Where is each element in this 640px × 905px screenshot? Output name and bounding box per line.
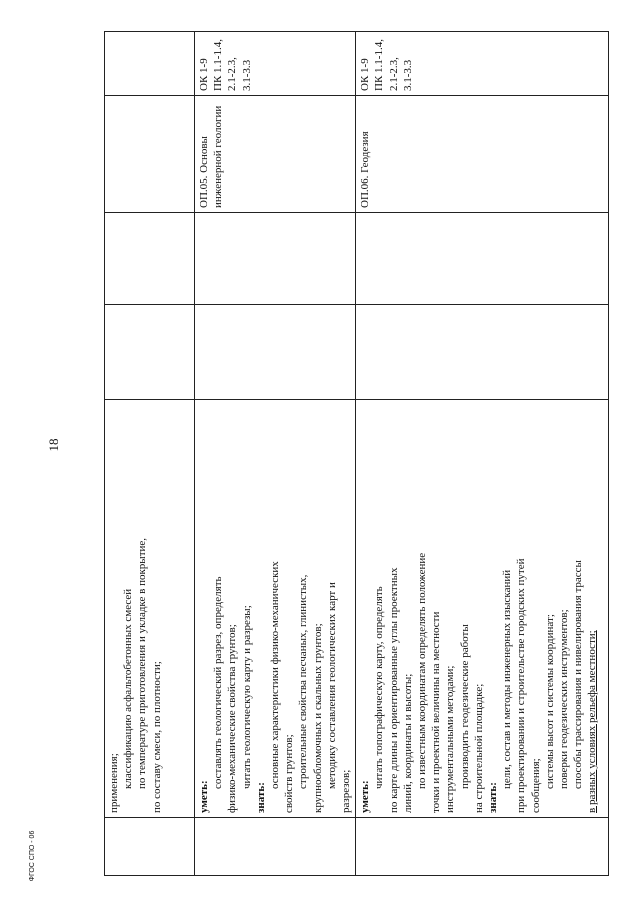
content-line: цели, состав и методы инженерных изысканий: [501, 569, 514, 789]
content-line: знать:: [487, 782, 500, 813]
competency-cell: [356, 32, 609, 96]
competency-line: 3.1-3.3: [240, 59, 253, 91]
hours-cell: [195, 213, 356, 305]
content-line: свойств грунтов;: [283, 734, 296, 813]
competency-line: ПК 1.1-1.4,: [212, 39, 225, 91]
hours-cell: [356, 305, 609, 400]
content-line: в разных условиях рельефа местности;: [586, 630, 599, 813]
content-line: применения;: [108, 753, 120, 813]
competency-line: 2.1-2.3,: [226, 57, 239, 91]
rotated-page: [104, 32, 609, 876]
content-line: физико-механические свойства грунтов;: [226, 624, 239, 813]
content-line: составлять геологический разрез, определять: [212, 576, 225, 789]
curriculum-table: [104, 31, 609, 876]
subject-cell: ОП.06. Геодезия: [356, 96, 609, 213]
competency-cell: [105, 32, 195, 96]
content-line: точки и проектной величины на местности: [430, 611, 443, 813]
content-line: по составу смеси, по плотности;: [150, 661, 163, 813]
content-line: по известным координатам определять положение: [416, 552, 429, 789]
content-line: при проектировании и строительстве городских путей: [515, 558, 528, 813]
content-line: методику составления геологических карт и: [325, 582, 338, 789]
page-number: 18: [46, 438, 61, 452]
content-line: классификацию асфальтобетонных смесей: [122, 588, 135, 789]
index-cell: [195, 818, 356, 876]
content-line: уметь:: [198, 780, 210, 813]
content-line: знать:: [254, 782, 267, 813]
content-cell: [195, 400, 356, 818]
content-line: основные характеристики физико-механических: [269, 561, 282, 789]
content-line: системы высот и системы координат;: [543, 614, 556, 789]
index-cell: [356, 818, 609, 876]
content-line: производить геодезические работы: [458, 624, 471, 789]
competency-line: ОК 1-9: [359, 58, 372, 91]
index-cell: [105, 818, 195, 876]
competency-line: 3.1-3.3: [401, 59, 414, 91]
content-line: по карте длины и ориентированные углы проектных: [387, 567, 400, 813]
content-line: на строительной площадке;: [472, 683, 485, 813]
competency-cell: [195, 32, 356, 96]
content-line: сообщения;: [529, 758, 542, 813]
content-line: строительные свойства песчаных, глинистых,: [297, 574, 310, 789]
content-cell: [356, 400, 609, 818]
content-line: крупнообломочных и скальных грунтов;: [311, 623, 324, 813]
subject-cell: ОП.05. Основы инженерной геологии: [195, 96, 356, 213]
table-row: [105, 32, 195, 876]
hours-cell: [105, 305, 195, 400]
content-line: по температуре приготовления и укладке в покрытие,: [136, 537, 149, 789]
competency-line: ОК 1-9: [198, 58, 210, 91]
hours-cell: [356, 213, 609, 305]
content-line: читать геологическую карту и разрезы;: [240, 605, 253, 789]
content-line: линий, координаты и высоты;: [401, 673, 414, 813]
content-line: способы трассирования и нивелирования трассы: [572, 560, 585, 789]
footer-code: ФГОС СПО - 06: [29, 830, 36, 882]
hours-cell: [105, 213, 195, 305]
content-cell: [105, 400, 195, 818]
competency-line: ПК 1.1-1.4,: [373, 39, 386, 91]
content-line: поверки геодезических инструментов;: [558, 609, 571, 789]
hours-cell: [195, 305, 356, 400]
competency-line: 2.1-2.3,: [387, 57, 400, 91]
subject-cell: [105, 96, 195, 213]
content-line: инструментальными методами;: [444, 665, 457, 813]
table-row: [356, 32, 609, 876]
content-line: уметь:: [359, 780, 372, 813]
content-line: читать топографическую карту, определять: [373, 586, 386, 789]
table-row: [195, 32, 356, 876]
content-line: разрезов;: [340, 769, 353, 813]
